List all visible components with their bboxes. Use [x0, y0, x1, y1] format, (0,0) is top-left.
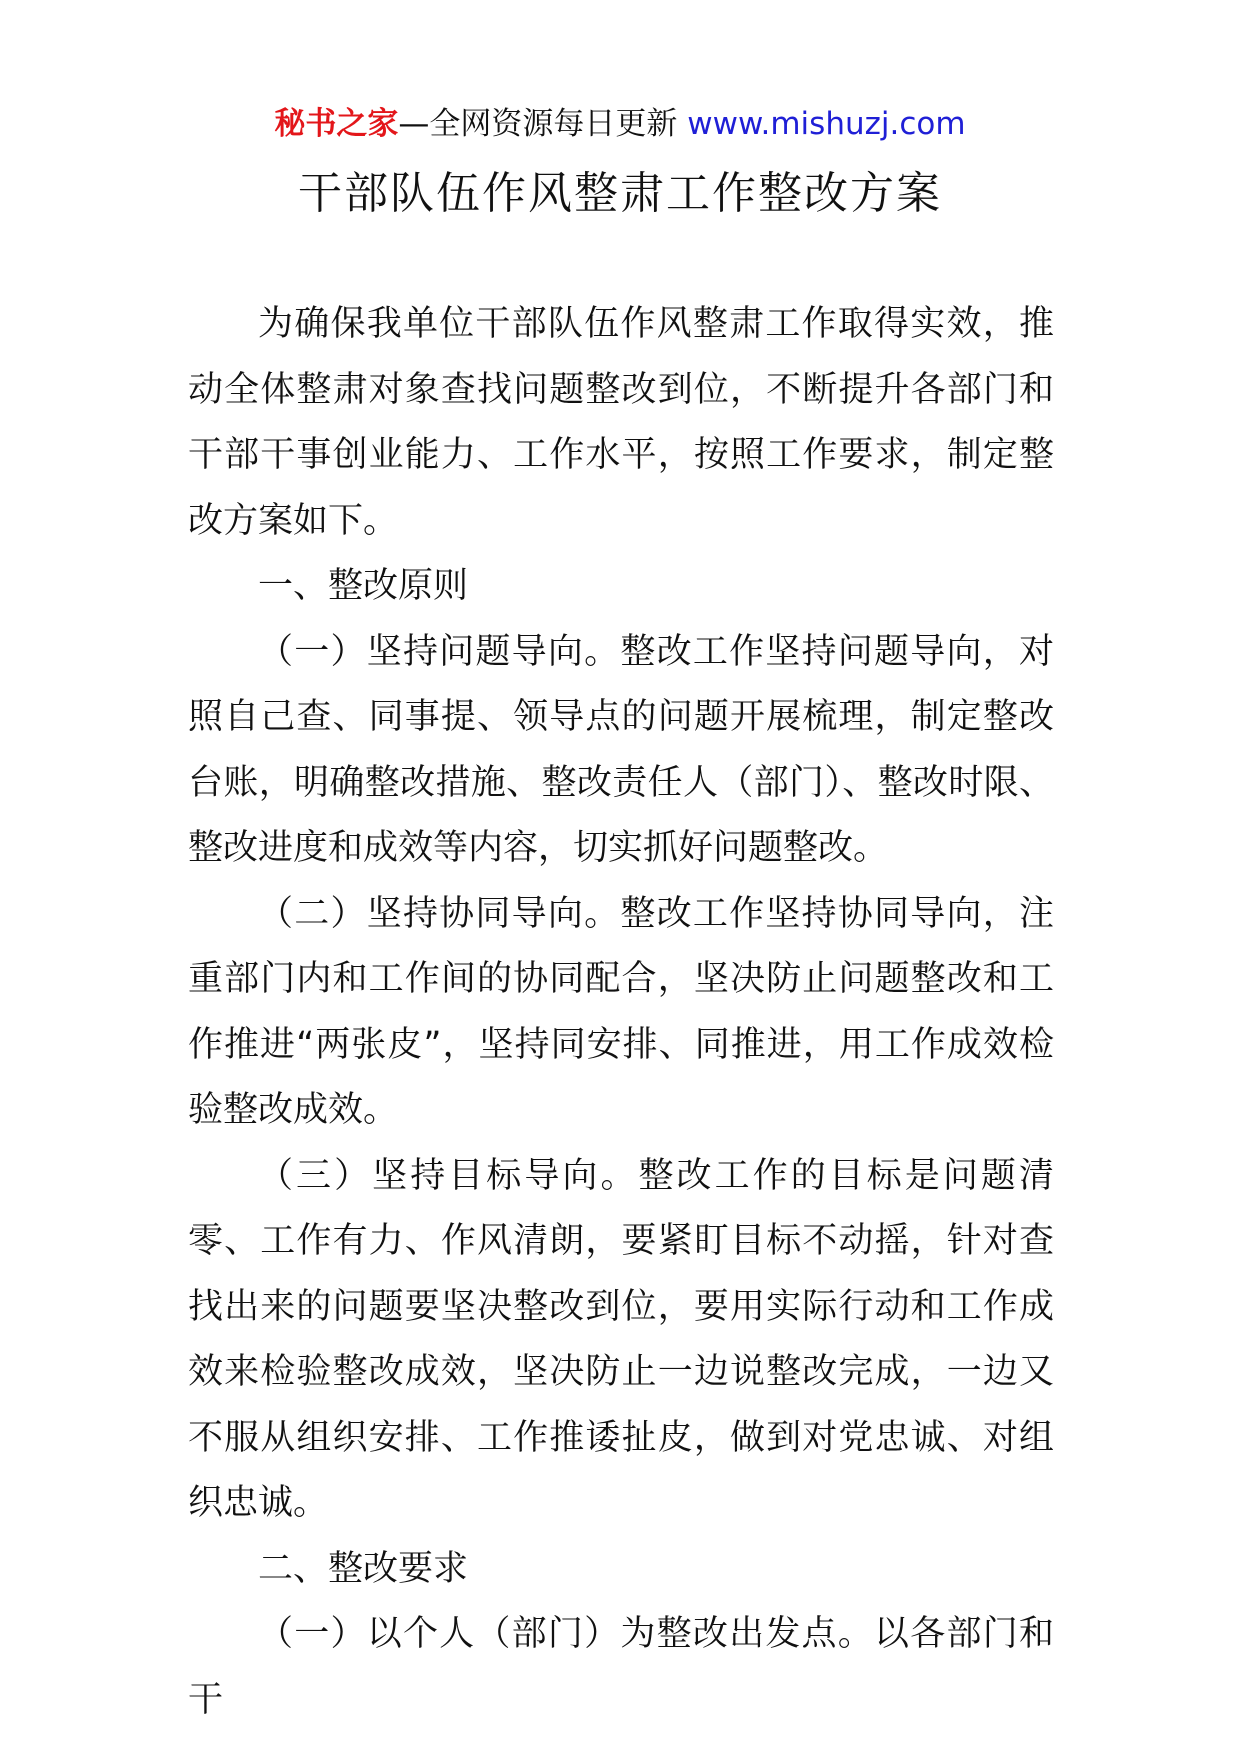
principle-paragraph-1: （一）坚持问题导向。整改工作坚持问题导向，对照自己查、同事提、领导点的问题开展梳理，制定整改台账，明确整改措施、整改责任人（部门）、整改时限、整改进度和成效等内容，切实抓好问题整改。 [188, 631, 1054, 868]
requirement-paragraph-1: （一）以个人（部门）为整改出发点。以各部门和干 [188, 1614, 1054, 1720]
header-banner [0, 104, 1240, 144]
brand-name: 秘书之家 [274, 106, 399, 142]
header-tagline: —全网资源每日更新 [398, 106, 688, 142]
principle-paragraph-2: （二）坚持协同导向。整改工作坚持协同导向，注重部门内和工作间的协同配合，坚决防止问题整改和工作推进“两张皮”，坚持同安排、同推进，用工作成效检验整改成效。 [188, 893, 1054, 1130]
intro-paragraph: 为确保我单位干部队伍作风整肃工作取得实效，推动全体整肃对象查找问题整改到位，不断提升各部门和干部干事创业能力、工作水平，按照工作要求，制定整改方案如下。 [188, 304, 1054, 541]
section-heading-requirements: 二、整改要求 [258, 1548, 469, 1589]
principle-paragraph-3: （三）坚持目标导向。整改工作的目标是问题清零、工作有力、作风清朗，要紧盯目标不动摇，针对查找出来的问题要坚决整改到位，要用实际行动和工作成效来检验整改成效，坚决防止一边说整改完成，一边又不服从组织安排、工作推诿扯皮，做到对党忠诚、对组织忠诚。 [188, 1155, 1054, 1523]
section-heading-principles: 一、整改原则 [258, 566, 469, 606]
site-url-link[interactable]: www.mishuzj.com [687, 106, 966, 142]
document-title: 干部队伍作风整肃工作整改方案 [298, 168, 942, 219]
document-body [188, 292, 1054, 1733]
